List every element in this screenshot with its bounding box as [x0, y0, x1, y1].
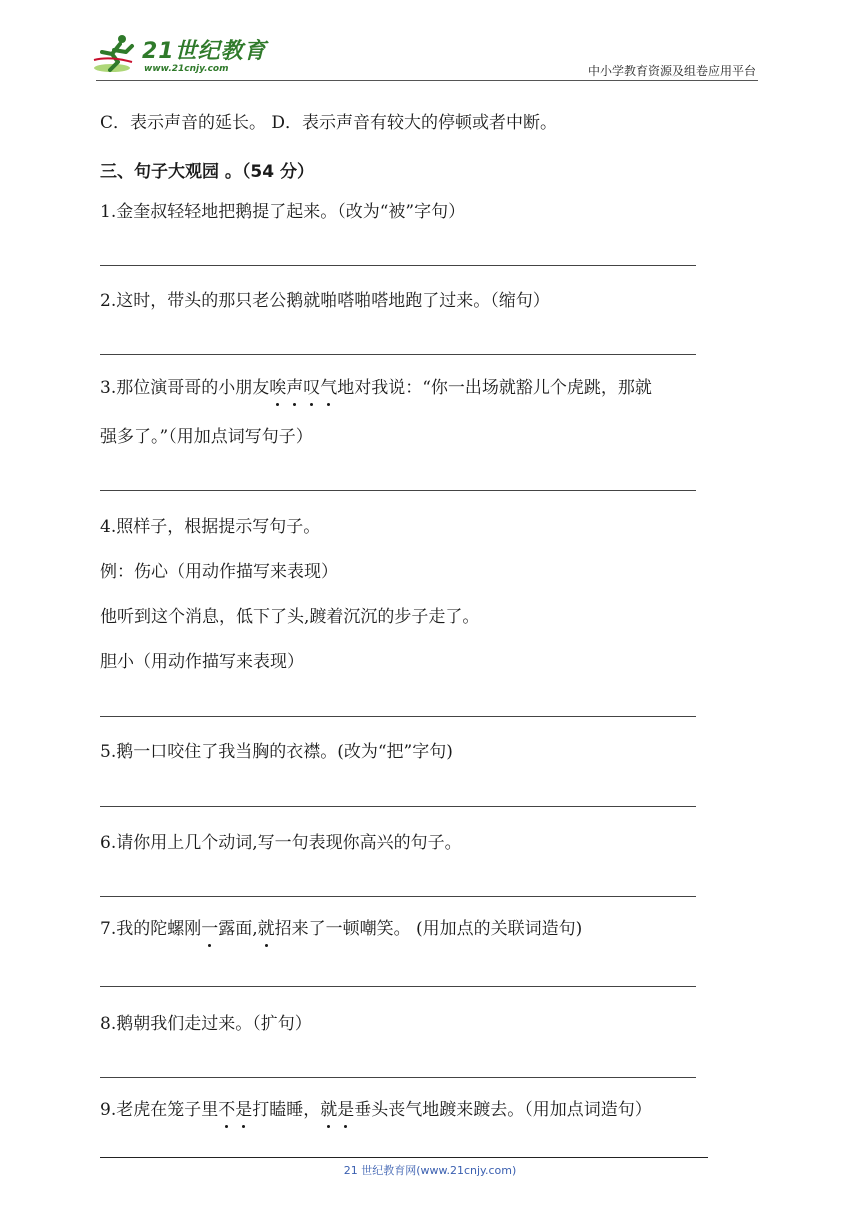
- emphasis-char: 是: [337, 1100, 355, 1120]
- page-header: [0, 0, 860, 90]
- emphasis-char: 声: [286, 378, 304, 398]
- emphasis-char: 叹: [303, 378, 321, 398]
- header-divider: [96, 80, 758, 81]
- question-1: 1.金奎叔轻轻地把鹅提了起来。（改为“被”字句）: [100, 202, 466, 222]
- question-4-example-prompt: 例：伤心（用动作描写来表现）: [100, 562, 338, 582]
- platform-tagline: 中小学教育资源及组卷应用平台: [587, 64, 756, 78]
- question-3-line-1: [100, 377, 652, 399]
- question-4: 4.照样子，根据提示写句子。: [100, 517, 321, 537]
- footer-link[interactable]: 21 世纪教育网(www.21cnjy.com): [343, 1164, 517, 1177]
- answer-line-4[interactable]: [100, 716, 696, 717]
- question-8: 8.鹅朝我们走过来。（扩句）: [100, 1014, 312, 1034]
- footer-divider: [100, 1157, 708, 1158]
- question-4-task: 胆小（用动作描写来表现）: [100, 652, 304, 672]
- answer-line-7[interactable]: [100, 986, 696, 987]
- answer-line-1[interactable]: [100, 265, 696, 266]
- question-2: 2.这时，带头的那只老公鹅就啪嗒啪嗒地跑了过来。（缩句）: [100, 291, 550, 311]
- answer-line-5[interactable]: [100, 806, 696, 807]
- emphasis-char: 一: [201, 919, 219, 939]
- question-4-example-sentence: 他听到这个消息，低下了头,踱着沉沉的步子走了。: [100, 607, 480, 627]
- question-3-line-2: 强多了。”（用加点词写句子）: [100, 427, 313, 447]
- logo-text: 21世纪教育: [142, 39, 267, 64]
- section-title: 三、句子大观园 。（54 分）: [100, 162, 314, 182]
- question-7: [100, 918, 582, 940]
- emphasis-char: 气: [320, 378, 338, 398]
- emphasis-char: 是: [235, 1100, 253, 1120]
- question-5: 5.鹅一口咬住了我当胸的衣襟。(改为“把”字句): [100, 742, 453, 762]
- q9-text-mid: 打瞌睡，: [252, 1100, 321, 1120]
- answer-line-6[interactable]: [100, 896, 696, 897]
- q9-text-post: 垂头丧气地踱来踱去。（用加点词造句）: [354, 1100, 652, 1120]
- answer-line-2[interactable]: [100, 354, 696, 355]
- emphasis-char: 不: [218, 1100, 236, 1120]
- logo-url: www.21cnjy.com: [144, 64, 229, 74]
- q7-text-pre: 7.我的陀螺刚: [100, 919, 202, 939]
- q9-text-pre: 9.老虎在笼子里: [100, 1100, 219, 1120]
- site-logo[interactable]: [92, 32, 267, 82]
- emphasis-char: 就: [257, 919, 275, 939]
- q7-text-mid: 露面,: [218, 919, 258, 939]
- runner-logo-icon: [92, 32, 144, 76]
- option-cd-line: C．表示声音的延长。 D．表示声音有较大的停顿或者中断。: [100, 113, 558, 133]
- answer-line-8[interactable]: [100, 1077, 696, 1078]
- emphasis-char: 唉: [269, 378, 287, 398]
- q7-text-post: 招来了一顿嘲笑。 (用加点的关联词造句): [274, 919, 583, 939]
- question-9: [100, 1099, 652, 1121]
- emphasis-char: 就: [320, 1100, 338, 1120]
- q3-text-pre: 3.那位演哥哥的小朋友: [100, 378, 270, 398]
- question-6: 6.请你用上几个动词,写一句表现你高兴的句子。: [100, 833, 462, 853]
- q3-text-post: 地对我说：“你一出场就豁儿个虎跳，那就: [337, 378, 652, 398]
- answer-line-3[interactable]: [100, 490, 696, 491]
